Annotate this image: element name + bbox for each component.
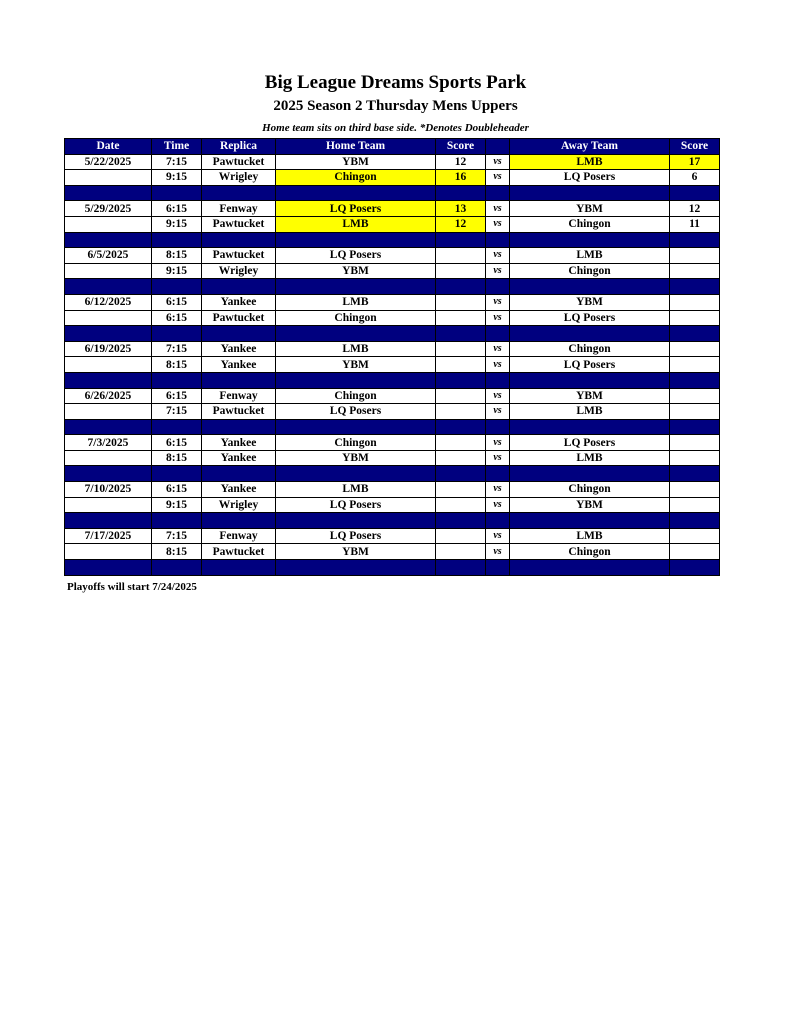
home-score [436, 404, 486, 420]
home-team: LQ Posers [276, 201, 436, 217]
game-row [65, 497, 720, 513]
away-score [670, 388, 720, 404]
separator-cell [670, 466, 720, 482]
separator-cell [276, 419, 436, 435]
separator-cell [486, 279, 510, 295]
away-score [670, 544, 720, 560]
separator-cell [670, 560, 720, 576]
separator-cell [276, 185, 436, 201]
game-row [65, 170, 720, 186]
home-team: LMB [276, 341, 436, 357]
game-time: 8:15 [152, 357, 202, 373]
page-title: Big League Dreams Sports Park [264, 72, 527, 93]
home-score: 12 [436, 216, 486, 232]
week-separator [65, 419, 720, 435]
home-score [436, 341, 486, 357]
away-team: YBM [510, 294, 670, 310]
home-score: 16 [436, 170, 486, 186]
separator-cell [670, 185, 720, 201]
away-score [670, 341, 720, 357]
away-team: LQ Posers [510, 357, 670, 373]
separator-cell [436, 560, 486, 576]
game-time: 9:15 [152, 216, 202, 232]
vs-label: vs [486, 357, 510, 373]
home-score: 13 [436, 201, 486, 217]
home-team: YBM [276, 263, 436, 279]
separator-cell [436, 419, 486, 435]
separator-cell [486, 419, 510, 435]
col-header-away-team: Away Team [510, 139, 670, 155]
game-replica: Pawtucket [202, 310, 276, 326]
week-separator [65, 466, 720, 482]
game-time: 8:15 [152, 248, 202, 264]
away-team: LMB [510, 154, 670, 170]
home-team: Chingon [276, 310, 436, 326]
separator-cell [510, 419, 670, 435]
separator-cell [202, 419, 276, 435]
game-replica: Pawtucket [202, 248, 276, 264]
away-team: Chingon [510, 216, 670, 232]
separator-cell [152, 372, 202, 388]
separator-cell [670, 419, 720, 435]
separator-cell [486, 466, 510, 482]
away-team: LMB [510, 248, 670, 264]
game-date: 7/17/2025 [65, 528, 152, 544]
separator-cell [202, 560, 276, 576]
away-team: LMB [510, 450, 670, 466]
separator-cell [486, 560, 510, 576]
separator-cell [65, 419, 152, 435]
separator-cell [65, 232, 152, 248]
away-team: YBM [510, 497, 670, 513]
separator-cell [202, 372, 276, 388]
home-score [436, 450, 486, 466]
schedule-note: Home team sits on third base side. *Denotes Doubleheader [262, 122, 529, 134]
game-replica: Wrigley [202, 170, 276, 186]
game-date: 7/3/2025 [65, 435, 152, 451]
separator-cell [202, 513, 276, 529]
game-row [65, 482, 720, 498]
separator-cell [670, 232, 720, 248]
separator-cell [436, 232, 486, 248]
game-row [65, 357, 720, 373]
week-separator [65, 372, 720, 388]
separator-cell [202, 326, 276, 342]
col-header-away-score: Score [670, 139, 720, 155]
game-replica: Yankee [202, 450, 276, 466]
home-team: Chingon [276, 388, 436, 404]
separator-cell [486, 326, 510, 342]
separator-cell [510, 513, 670, 529]
week-separator [65, 279, 720, 295]
game-date: 6/26/2025 [65, 388, 152, 404]
home-score [436, 310, 486, 326]
game-date [65, 404, 152, 420]
separator-cell [152, 560, 202, 576]
home-team: Chingon [276, 435, 436, 451]
home-score [436, 497, 486, 513]
game-date: 5/22/2025 [65, 154, 152, 170]
away-team: LQ Posers [510, 310, 670, 326]
game-time: 6:15 [152, 310, 202, 326]
game-row [65, 294, 720, 310]
week-separator [65, 513, 720, 529]
separator-cell [510, 326, 670, 342]
schedule-body [65, 154, 720, 575]
away-score: 11 [670, 216, 720, 232]
game-time: 8:15 [152, 450, 202, 466]
separator-cell [510, 466, 670, 482]
vs-label: vs [486, 388, 510, 404]
game-date [65, 497, 152, 513]
game-time: 6:15 [152, 388, 202, 404]
home-score [436, 263, 486, 279]
away-score [670, 528, 720, 544]
separator-cell [276, 326, 436, 342]
separator-cell [202, 232, 276, 248]
away-team: Chingon [510, 482, 670, 498]
col-header-home-score: Score [436, 139, 486, 155]
home-team: Chingon [276, 170, 436, 186]
separator-cell [486, 513, 510, 529]
game-row [65, 435, 720, 451]
vs-label: vs [486, 201, 510, 217]
separator-cell [276, 513, 436, 529]
separator-cell [670, 372, 720, 388]
separator-cell [152, 326, 202, 342]
away-team: YBM [510, 388, 670, 404]
game-row [65, 528, 720, 544]
home-score [436, 294, 486, 310]
game-date [65, 310, 152, 326]
vs-label: vs [486, 216, 510, 232]
game-date: 5/29/2025 [65, 201, 152, 217]
separator-cell [436, 513, 486, 529]
game-date [65, 544, 152, 560]
home-team: YBM [276, 357, 436, 373]
away-score: 17 [670, 154, 720, 170]
separator-cell [436, 185, 486, 201]
separator-cell [65, 326, 152, 342]
vs-label: vs [486, 248, 510, 264]
home-team: YBM [276, 450, 436, 466]
separator-cell [510, 560, 670, 576]
separator-cell [436, 372, 486, 388]
home-score [436, 388, 486, 404]
away-team: Chingon [510, 544, 670, 560]
away-score [670, 248, 720, 264]
separator-cell [436, 326, 486, 342]
week-separator [65, 560, 720, 576]
game-time: 7:15 [152, 154, 202, 170]
vs-label: vs [486, 170, 510, 186]
away-score [670, 404, 720, 420]
separator-cell [436, 466, 486, 482]
away-score: 12 [670, 201, 720, 217]
away-score [670, 263, 720, 279]
away-team: YBM [510, 201, 670, 217]
separator-cell [486, 372, 510, 388]
col-header-time: Time [152, 139, 202, 155]
away-score [670, 294, 720, 310]
playoffs-note: Playoffs will start 7/24/2025 [67, 581, 197, 593]
separator-cell [152, 185, 202, 201]
game-time: 8:15 [152, 544, 202, 560]
game-time: 9:15 [152, 497, 202, 513]
separator-cell [670, 326, 720, 342]
separator-cell [510, 232, 670, 248]
vs-label: vs [486, 482, 510, 498]
game-time: 9:15 [152, 263, 202, 279]
vs-label: vs [486, 450, 510, 466]
game-date [65, 170, 152, 186]
game-date: 6/12/2025 [65, 294, 152, 310]
separator-cell [152, 279, 202, 295]
game-replica: Yankee [202, 341, 276, 357]
game-replica: Wrigley [202, 497, 276, 513]
away-team: Chingon [510, 263, 670, 279]
separator-cell [276, 560, 436, 576]
vs-label: vs [486, 294, 510, 310]
home-team: LQ Posers [276, 404, 436, 420]
schedule-table [64, 138, 720, 576]
game-time: 6:15 [152, 482, 202, 498]
game-replica: Pawtucket [202, 216, 276, 232]
vs-label: vs [486, 154, 510, 170]
game-time: 7:15 [152, 404, 202, 420]
game-replica: Wrigley [202, 263, 276, 279]
separator-cell [65, 279, 152, 295]
game-row [65, 388, 720, 404]
home-team: LQ Posers [276, 248, 436, 264]
away-team: LQ Posers [510, 435, 670, 451]
game-row [65, 201, 720, 217]
separator-cell [276, 372, 436, 388]
home-team: LQ Posers [276, 528, 436, 544]
home-score [436, 482, 486, 498]
home-score: 12 [436, 154, 486, 170]
home-team: LMB [276, 216, 436, 232]
game-date [65, 263, 152, 279]
game-replica: Yankee [202, 357, 276, 373]
home-team: YBM [276, 544, 436, 560]
separator-cell [486, 232, 510, 248]
home-score [436, 544, 486, 560]
away-team: Chingon [510, 341, 670, 357]
game-date: 7/10/2025 [65, 482, 152, 498]
game-date: 6/5/2025 [65, 248, 152, 264]
away-score [670, 310, 720, 326]
separator-cell [152, 513, 202, 529]
game-row [65, 216, 720, 232]
away-team: LQ Posers [510, 170, 670, 186]
separator-cell [670, 513, 720, 529]
vs-label: vs [486, 435, 510, 451]
home-score [436, 435, 486, 451]
week-separator [65, 326, 720, 342]
home-score [436, 357, 486, 373]
separator-cell [65, 466, 152, 482]
separator-cell [152, 466, 202, 482]
separator-cell [152, 419, 202, 435]
game-row [65, 248, 720, 264]
separator-cell [276, 279, 436, 295]
separator-cell [276, 466, 436, 482]
game-replica: Pawtucket [202, 154, 276, 170]
game-date [65, 216, 152, 232]
home-team: YBM [276, 154, 436, 170]
game-time: 6:15 [152, 435, 202, 451]
game-replica: Yankee [202, 294, 276, 310]
separator-cell [202, 466, 276, 482]
game-row [65, 154, 720, 170]
home-team: LMB [276, 482, 436, 498]
vs-label: vs [486, 263, 510, 279]
separator-cell [510, 279, 670, 295]
week-separator [65, 185, 720, 201]
game-date: 6/19/2025 [65, 341, 152, 357]
away-score [670, 482, 720, 498]
separator-cell [510, 372, 670, 388]
separator-cell [65, 185, 152, 201]
game-replica: Pawtucket [202, 544, 276, 560]
col-header-vs [486, 139, 510, 155]
separator-cell [65, 560, 152, 576]
away-score: 6 [670, 170, 720, 186]
vs-label: vs [486, 497, 510, 513]
vs-label: vs [486, 544, 510, 560]
col-header-home-team: Home Team [276, 139, 436, 155]
col-header-date: Date [65, 139, 152, 155]
col-header-replica: Replica [202, 139, 276, 155]
vs-label: vs [486, 341, 510, 357]
game-replica: Pawtucket [202, 404, 276, 420]
separator-cell [202, 185, 276, 201]
away-team: LMB [510, 404, 670, 420]
game-replica: Yankee [202, 435, 276, 451]
separator-cell [276, 232, 436, 248]
game-time: 6:15 [152, 201, 202, 217]
page-subtitle: 2025 Season 2 Thursday Mens Uppers [273, 98, 518, 114]
home-team: LMB [276, 294, 436, 310]
separator-cell [510, 185, 670, 201]
game-row [65, 404, 720, 420]
week-separator [65, 232, 720, 248]
away-team: LMB [510, 528, 670, 544]
game-replica: Yankee [202, 482, 276, 498]
vs-label: vs [486, 528, 510, 544]
game-replica: Fenway [202, 528, 276, 544]
game-replica: Fenway [202, 201, 276, 217]
separator-cell [670, 279, 720, 295]
game-row [65, 544, 720, 560]
away-score [670, 497, 720, 513]
game-row [65, 263, 720, 279]
separator-cell [65, 513, 152, 529]
game-row [65, 450, 720, 466]
game-time: 7:15 [152, 341, 202, 357]
header-row [65, 139, 720, 155]
game-date [65, 450, 152, 466]
game-row [65, 310, 720, 326]
home-score [436, 248, 486, 264]
separator-cell [486, 185, 510, 201]
home-team: LQ Posers [276, 497, 436, 513]
away-score [670, 450, 720, 466]
vs-label: vs [486, 404, 510, 420]
game-date [65, 357, 152, 373]
game-time: 7:15 [152, 528, 202, 544]
game-replica: Fenway [202, 388, 276, 404]
away-score [670, 435, 720, 451]
game-time: 9:15 [152, 170, 202, 186]
separator-cell [152, 232, 202, 248]
away-score [670, 357, 720, 373]
vs-label: vs [486, 310, 510, 326]
game-row [65, 341, 720, 357]
home-score [436, 528, 486, 544]
separator-cell [436, 279, 486, 295]
game-time: 6:15 [152, 294, 202, 310]
separator-cell [65, 372, 152, 388]
separator-cell [202, 279, 276, 295]
